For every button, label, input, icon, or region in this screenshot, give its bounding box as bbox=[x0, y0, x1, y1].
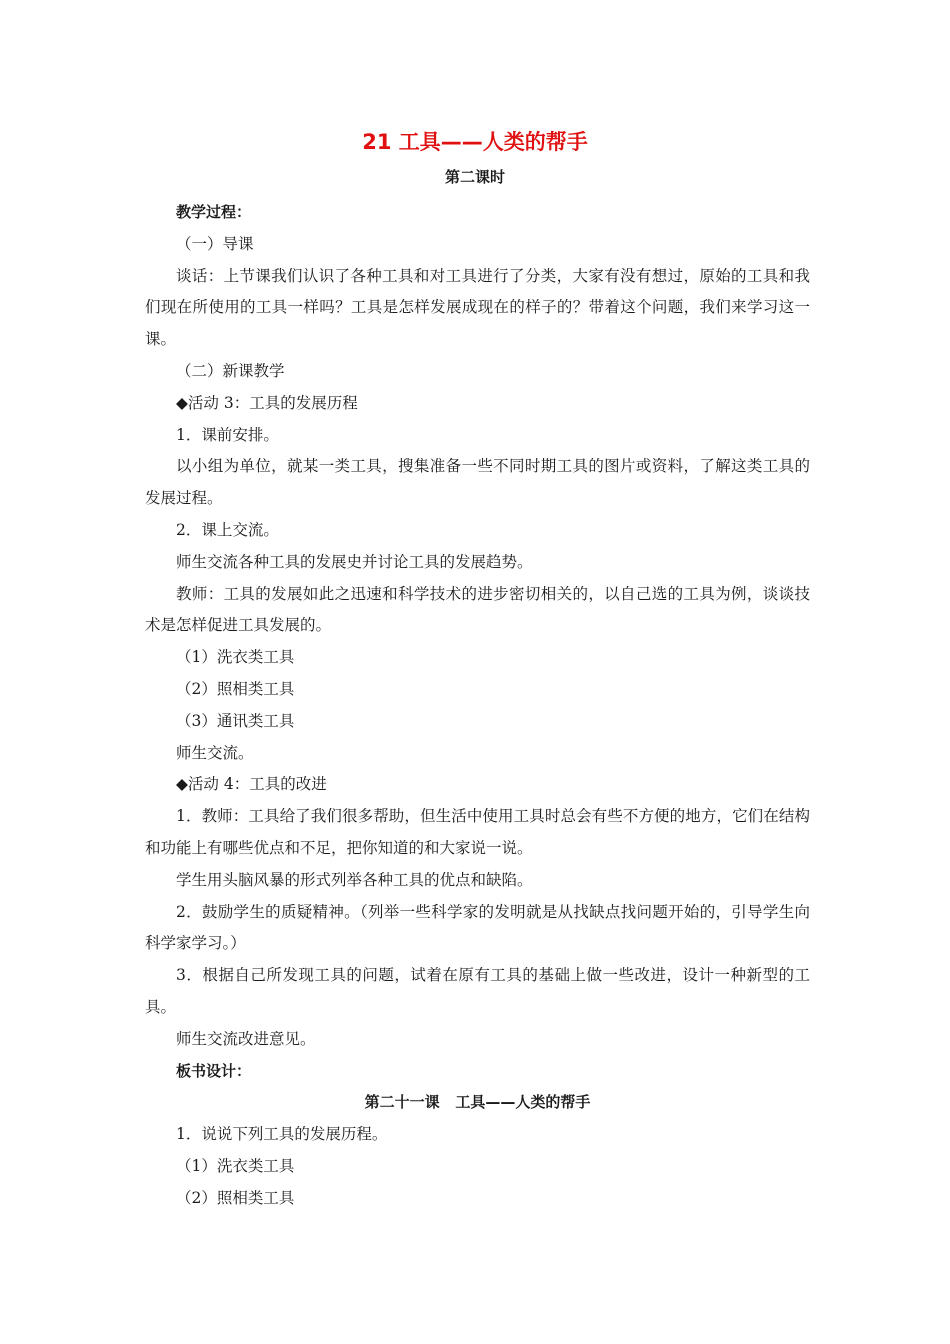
intro-heading: （一）导课 bbox=[176, 234, 254, 253]
document-body bbox=[145, 197, 810, 1215]
activity3-item-3: （3）通讯类工具 bbox=[176, 711, 295, 730]
page-title: 21 工具——人类的帮手 bbox=[362, 130, 588, 154]
intro-text: 谈话：上节课我们认识了各种工具和对工具进行了分类，大家有没有想过，原始的工具和我们现在所使用的工具一样吗？工具是怎样发展成现在的样子的？带着这个问题，我们来学习这一课。 bbox=[145, 266, 810, 349]
activity4-step3: 3．根据自己所发现工具的问题，试着在原有工具的基础上做一些改进，设计一种新型的工具。 bbox=[145, 966, 810, 1016]
board-heading: 板书设计： bbox=[176, 1061, 252, 1080]
activity3-item-1: （1）洗衣类工具 bbox=[176, 648, 295, 667]
activity3-exchange: 师生交流。 bbox=[176, 743, 254, 762]
activity3-step2-text: 师生交流各种工具的发展史并讨论工具的发展趋势。 bbox=[176, 552, 533, 571]
activity4-heading: ◆活动 4：工具的改进 bbox=[176, 775, 327, 794]
activity3-step2: 2．课上交流。 bbox=[176, 520, 279, 539]
board-item-1: 1．说说下列工具的发展历程。 bbox=[176, 1125, 388, 1144]
activity4-step2: 2．鼓励学生的质疑精神。（列举一些科学家的发明就是从找缺点找问题开始的，引导学生向科学家学习。） bbox=[145, 902, 810, 953]
activity3-step1: 1．课前安排。 bbox=[176, 425, 279, 444]
activity3-heading: ◆活动 3：工具的发展历程 bbox=[176, 393, 358, 412]
board-sub-2: （2）照相类工具 bbox=[176, 1188, 295, 1207]
page-subtitle: 第二课时 bbox=[444, 168, 505, 186]
new-lesson-heading: （二）新课教学 bbox=[176, 361, 285, 380]
activity4-step1: 1．教师：工具给了我们很多帮助，但生活中使用工具时总会有些不方便的地方，它们在结构和功能上有哪些优点和不足，把你知道的和大家说一说。 bbox=[145, 807, 810, 857]
board-sub-1: （1）洗衣类工具 bbox=[176, 1156, 295, 1175]
activity4-step1-text: 学生用头脑风暴的形式列举各种工具的优点和缺陷。 bbox=[176, 870, 533, 889]
activity3-step1-text: 以小组为单位，就某一类工具，搜集准备一些不同时期工具的图片或资料，了解这类工具的发展过程。 bbox=[145, 457, 810, 508]
activity3-teacher: 教师：工具的发展如此之迅速和科学技术的进步密切相关的，以自己选的工具为例，谈谈技术是怎样促进工具发展的。 bbox=[145, 584, 810, 635]
activity3-item-2: （2）照相类工具 bbox=[176, 679, 295, 698]
process-heading: 教学过程： bbox=[176, 203, 252, 221]
activity4-exchange: 师生交流改进意见。 bbox=[176, 1029, 316, 1048]
board-title: 第二十一课 工具——人类的帮手 bbox=[364, 1093, 591, 1112]
